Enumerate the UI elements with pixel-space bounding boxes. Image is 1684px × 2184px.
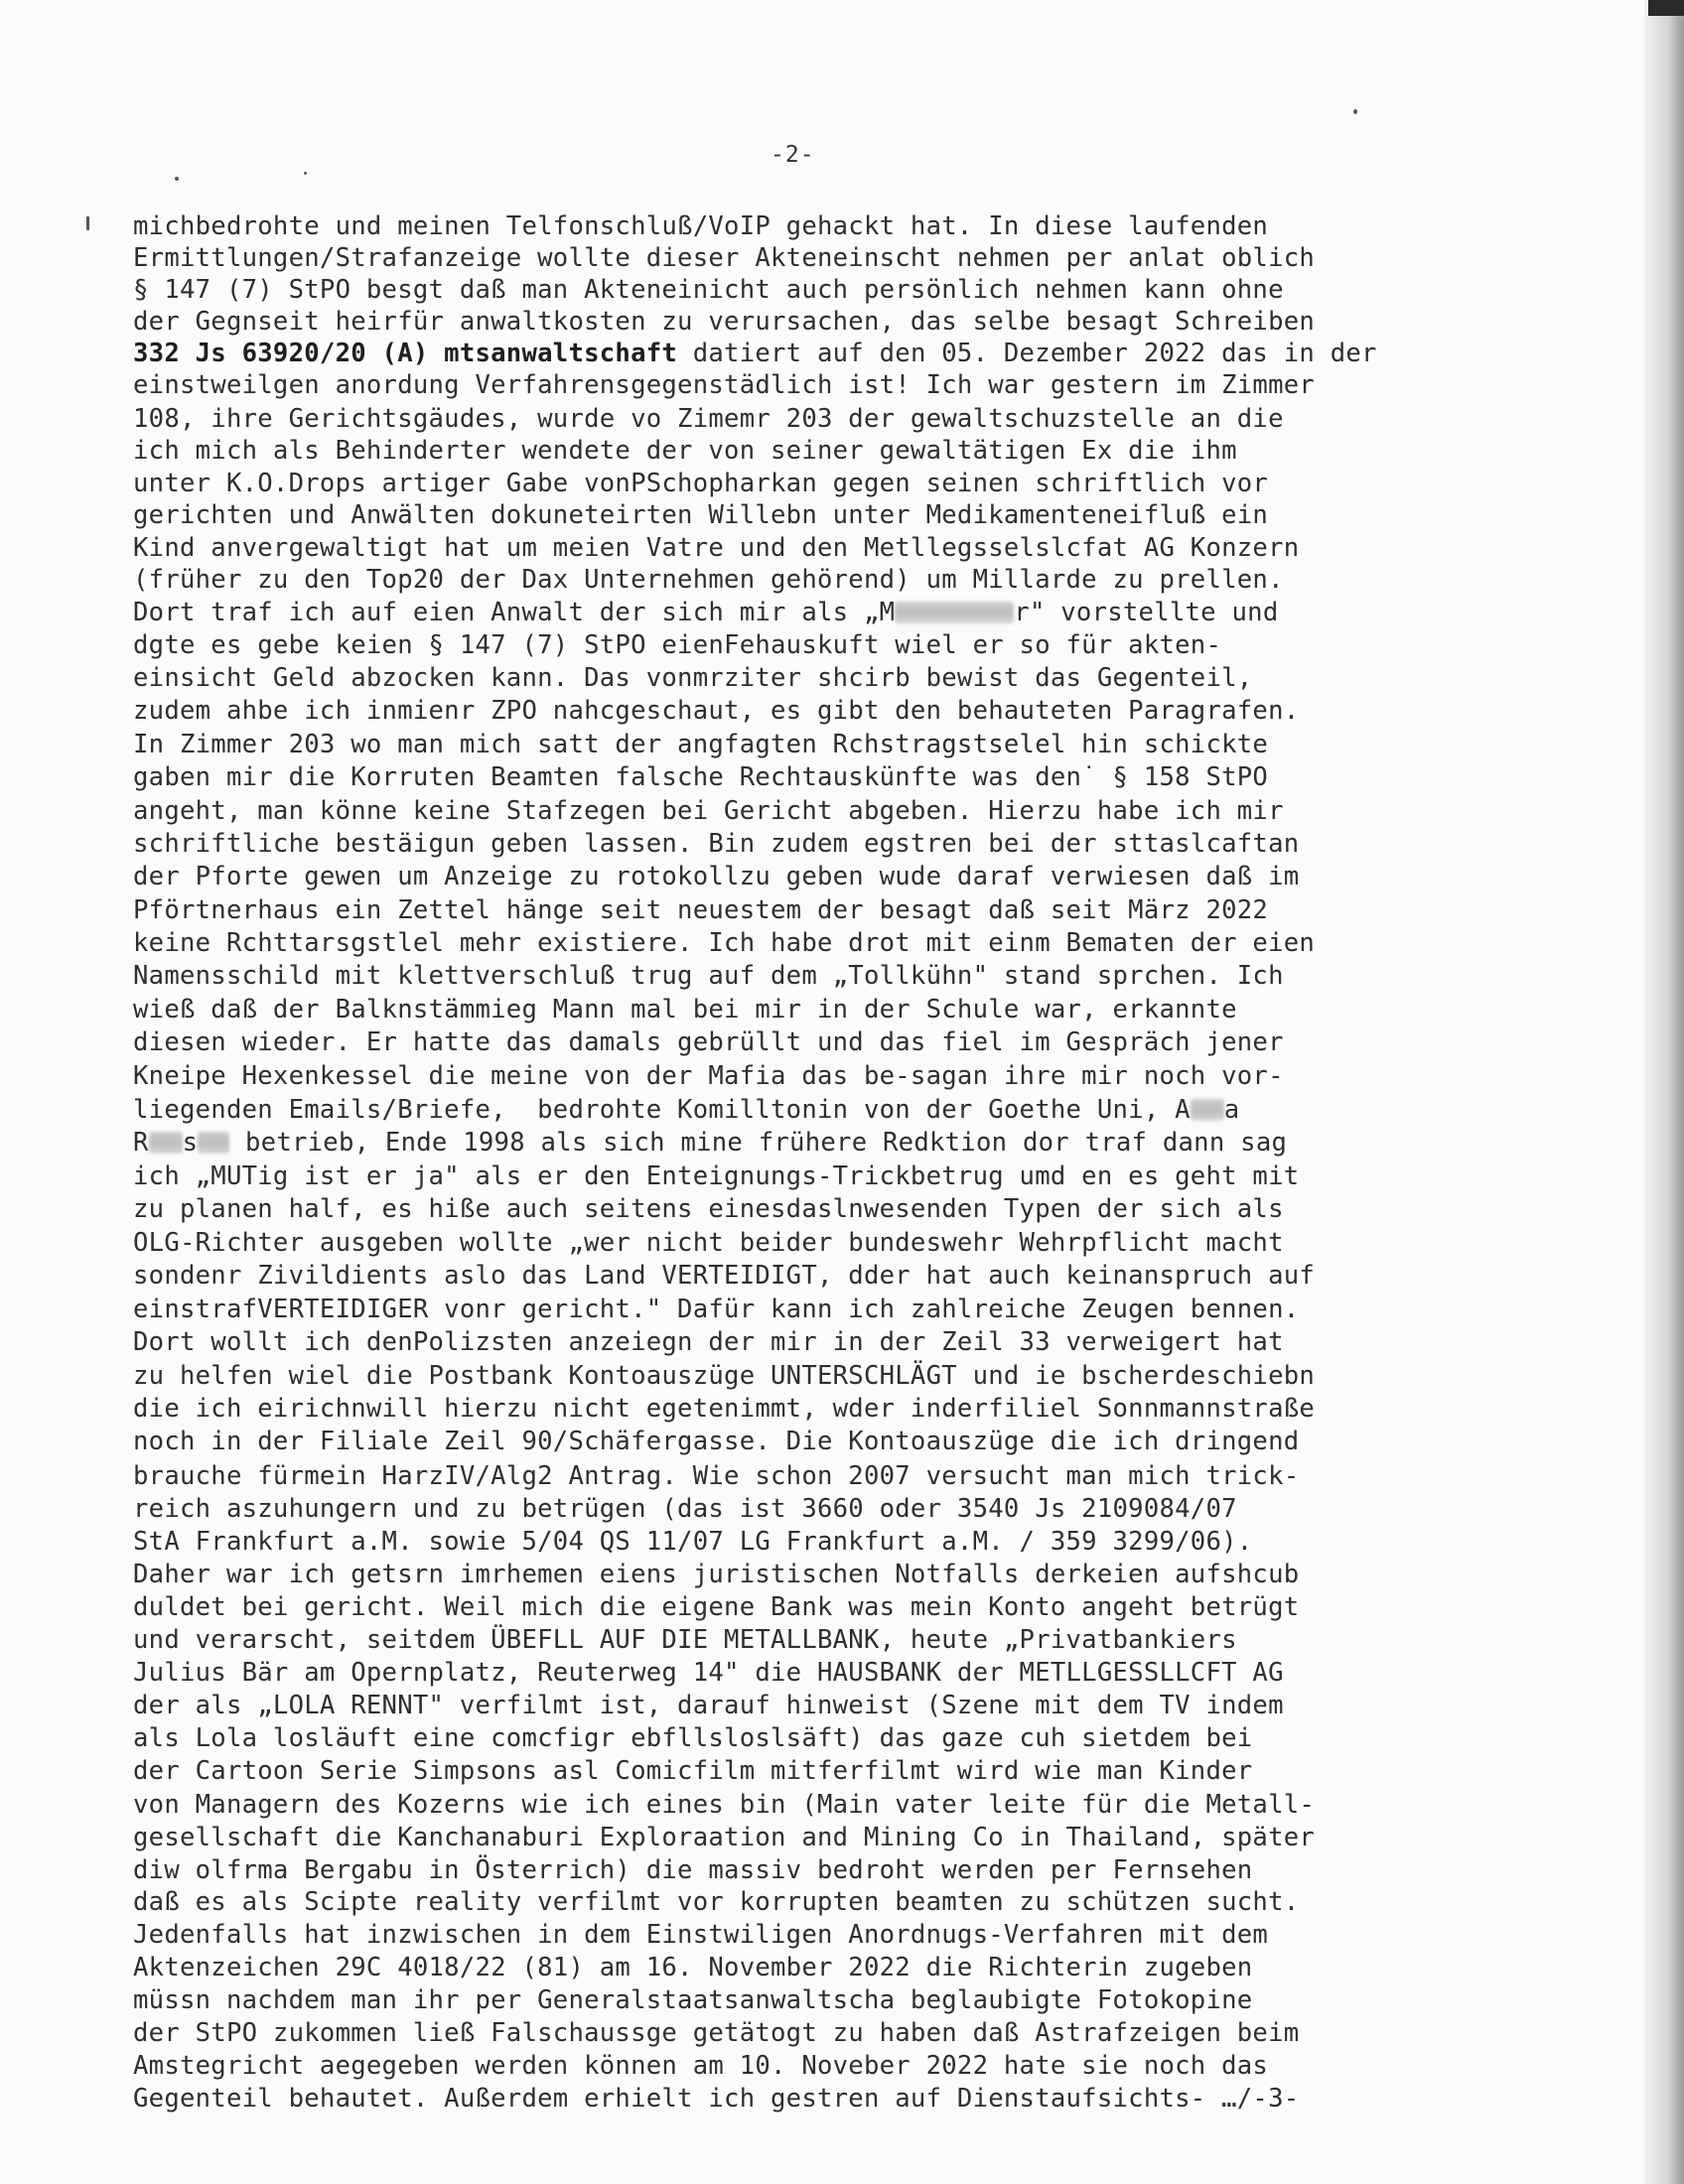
text-segment: Daher war ich getsrn imrhemen eiens juristischen Notfalls derkeien aufshcub xyxy=(133,1559,1300,1589)
text-segment: Kneipe Hexenkessel die meine von der Mafia das be-sagan ihre mir noch vor- xyxy=(133,1061,1284,1092)
text-segment: § 147 (7) StPO besgt daß man Akteneinicht auch persönlich nehmen kann ohne xyxy=(133,275,1284,306)
text-segment: gaben mir die Korruten Beamten falsche Rechtauskünfte was den˙ § 158 StPO xyxy=(133,761,1269,792)
text-segment: brauche fürmein HarzIV/Alg2 Antrag. Wie schon 2007 versucht man mich trick- xyxy=(133,1460,1300,1491)
text-segment: schriftliche bestäigun geben lassen. Bin zudem egstren bei der sttaslcaftan xyxy=(133,828,1300,859)
text-segment: der Pforte gewen um Anzeige zu rotokollzu geben wude daraf verwiesen daß im xyxy=(133,861,1300,891)
text-segment: 108, ihre Gerichtsgäudes, wurde vo Zimemr 203 der gewaltschuzstelle an die xyxy=(133,403,1284,434)
text-segment: zu helfen wiel die Postbank Kontoauszüge UNTERSCHLÄGT und ie bscherdeschiebn xyxy=(133,1361,1316,1392)
scan-corner-mark xyxy=(1648,0,1684,16)
text-segment: betrieb, Ende 1998 als sich mine frühere Redktion dor traf dann sag xyxy=(229,1127,1288,1158)
text-line xyxy=(133,894,1483,927)
text-segment: Dort traf ich auf eien Anwalt der sich mir als „M xyxy=(133,598,896,628)
text-line xyxy=(133,210,1483,243)
text-segment: der als „LOLA RENNT" verfilmt ist, darauf hinweist (Szene mit dem TV indem xyxy=(133,1691,1284,1721)
text-line xyxy=(133,1952,1483,1984)
text-line xyxy=(133,729,1483,761)
text-segment: angeht, man könne keine Stafzegen bei Gericht abgeben. Hierzu habe ich mir xyxy=(133,795,1284,826)
text-segment: diesen wieder. Er hatte das damals gebrüllt und das fiel im Gespräch jener xyxy=(133,1027,1284,1058)
text-line xyxy=(133,468,1483,500)
text-segment: daß es als Scipte reality verfilmt vor korrupten beamten zu schützen sucht. xyxy=(133,1886,1300,1917)
text-line xyxy=(133,960,1483,993)
text-segment: zudem ahbe ich inmienr ZPO nahcgeschaut, es gibt den behauteten Paragrafen. xyxy=(133,696,1300,727)
text-line xyxy=(133,1026,1483,1059)
text-line xyxy=(133,1426,1483,1458)
text-segment: einsicht Geld abzocken kann. Das vonmrziter shcirb bewist das Gegenteil, xyxy=(133,663,1253,694)
text-line xyxy=(133,1460,1483,1493)
text-segment: R xyxy=(133,1127,149,1158)
text-line xyxy=(133,338,1483,370)
text-line xyxy=(133,795,1483,828)
text-segment: Kind anvergewaltigt hat um meien Vatre und den Metllegsselslcfat AG Konzern xyxy=(133,532,1300,563)
text-line xyxy=(133,2017,1483,2050)
text-line xyxy=(133,369,1483,402)
text-line xyxy=(133,1822,1483,1854)
text-line xyxy=(133,274,1483,307)
letter-body xyxy=(133,210,1483,2116)
text-segment: Julius Bär am Opernplatz, Reuterweg 14" die HAUSBANK der METLLGESSLLCFT AG xyxy=(133,1658,1284,1689)
text-line xyxy=(133,861,1483,893)
text-segment: Gegenteil behautet. Außerdem erhielt ich gestren auf Dienstaufsichts- …/-3- xyxy=(133,2084,1300,2115)
text-line xyxy=(133,1984,1483,2017)
text-line xyxy=(133,1127,1483,1160)
text-line xyxy=(133,1227,1483,1260)
text-segment: sondenr Zivildients aslo das Land VERTEIDIGT, dder hat auch keinanspruch auf xyxy=(133,1261,1316,1291)
page-number: -2- xyxy=(771,142,815,168)
text-line xyxy=(133,1591,1483,1624)
scan-speck xyxy=(175,177,179,181)
text-line xyxy=(133,761,1483,794)
text-line xyxy=(133,1919,1483,1952)
text-segment: und verarscht, seitdem ÜBEFLL AUF DIE METALLBANK, heute „Privatbankiers xyxy=(133,1625,1237,1656)
text-segment: StA Frankfurt a.M. sowie 5/04 QS 11/07 LG Frankfurt a.M. / 359 3299/06). xyxy=(133,1526,1253,1557)
text-segment: von Managern des Kozerns wie ich eines bin (Main vater leite für die Metall- xyxy=(133,1789,1316,1820)
text-segment: als Lola losläuft eine comcfigr ebfllsloslsäft) das gaze cuh sietdem bei xyxy=(133,1723,1253,1754)
text-line xyxy=(133,629,1483,662)
text-line xyxy=(133,2083,1483,2116)
text-segment: keine Rchttarsgstlel mehr existiere. Ich habe drot mit einm Bematen der eien xyxy=(133,928,1316,959)
text-segment: Jedenfalls hat inzwischen in dem Einstwiligen Anordnugs-Verfahren mit dem xyxy=(133,1919,1269,1950)
text-segment: noch in der Filiale Zeil 90/Schäfergasse. Die Kontoauszüge die ich dringend xyxy=(133,1427,1300,1457)
text-segment: ich mich als Behinderter wendete der von seiner gewaltätigen Ex die ihm xyxy=(133,435,1237,466)
text-line xyxy=(133,1624,1483,1657)
text-line xyxy=(133,1789,1483,1822)
text-line xyxy=(133,1393,1483,1426)
text-line xyxy=(133,1060,1483,1093)
text-segment: Aktenzeichen 29C 4018/22 (81) am 16. November 2022 die Richterin zugeben xyxy=(133,1952,1253,1982)
text-segment: einstweilgen anordung Verfahrensgegenstädlich ist! Ich war gestern im Zimmer xyxy=(133,370,1316,401)
text-line xyxy=(133,1193,1483,1226)
text-segment: diw olfrma Bergabu in Österrich) die massiv bedroht werden per Fernsehen xyxy=(133,1854,1253,1885)
text-segment: zu planen half, es hiße auch seitens einesdaslnwesenden Typen der sich als xyxy=(133,1193,1284,1224)
case-reference-bold: 332 Js 63920/20 (A) mtsanwaltschaft xyxy=(133,339,678,369)
text-segment: dgte es gebe keien § 147 (7) StPO eienFehauskuft wiel er so für akten- xyxy=(133,630,1222,661)
text-line xyxy=(133,1886,1483,1919)
text-segment: der StPO zukommen ließ Falschaussge getätogt zu haben daß Astrafzeigen beim xyxy=(133,2018,1300,2049)
text-line xyxy=(133,1526,1483,1559)
text-line xyxy=(133,306,1483,339)
text-line xyxy=(133,403,1483,436)
redacted-name-blur xyxy=(149,1132,183,1154)
text-line xyxy=(133,1854,1483,1887)
text-segment: Dort wollt ich denPolizsten anzeiegn der mir in der Zeil 33 verweigert hat xyxy=(133,1327,1284,1358)
text-segment: r" vorstellte und xyxy=(1014,598,1279,628)
text-segment: In Zimmer 203 wo man mich satt der angfagten Rchstragstselel hin schickte xyxy=(133,729,1269,759)
text-line xyxy=(133,1094,1483,1127)
redacted-name-blur xyxy=(895,602,1014,623)
text-line xyxy=(133,994,1483,1026)
text-line xyxy=(133,1755,1483,1788)
text-line xyxy=(133,2050,1483,2083)
text-line xyxy=(133,1160,1483,1193)
redacted-name-blur xyxy=(1191,1099,1224,1121)
text-segment: liegenden Emails/Briefe, bedrohte Komilltonin von der Goethe Uni, A xyxy=(133,1094,1191,1125)
text-line xyxy=(133,1559,1483,1591)
text-segment: einstrafVERTEIDIGER vonr gericht." Dafür kann ich zahlreiche Zeugen bennen. xyxy=(133,1295,1300,1325)
text-line xyxy=(133,828,1483,861)
text-line xyxy=(133,597,1483,629)
text-segment: der Cartoon Serie Simpsons asl Comicfilm mitferfilmt wird wie man Kinder xyxy=(133,1756,1253,1787)
text-line xyxy=(133,499,1483,532)
text-segment: OLG-Richter ausgeben wollte „wer nicht beider bundeswehr Wehrpflicht macht xyxy=(133,1227,1284,1258)
text-segment: wieß daß der Balknstämmieg Mann mal bei mir in der Schule war, erkannte xyxy=(133,995,1237,1025)
scan-speck xyxy=(304,172,307,175)
text-segment: michbedrohte und meinen Telfonschluß/VoIP gehackt hat. In diese laufenden xyxy=(133,211,1269,241)
text-line xyxy=(133,927,1483,960)
text-line xyxy=(133,532,1483,565)
text-segment: gesellschaft die Kanchanaburi Exploraation and Mining Co in Thailand, später xyxy=(133,1822,1316,1852)
text-segment: (früher zu den Top20 der Dax Unternehmen gehörend) um Millarde zu prellen. xyxy=(133,565,1284,596)
text-line xyxy=(133,1690,1483,1722)
text-segment: der Gegnseit heirfür anwaltkosten zu verursachen, das selbe besagt Schreiben xyxy=(133,307,1316,338)
text-line xyxy=(133,242,1483,275)
scan-speck xyxy=(1353,109,1357,114)
text-segment: gerichten und Anwälten dokuneteirten Willebn unter Medikamenteneifluß ein xyxy=(133,499,1269,530)
redacted-name-blur xyxy=(198,1132,229,1154)
text-line xyxy=(133,1657,1483,1690)
text-segment: Pförtnerhaus ein Zettel hänge seit neuestem der besagt daß seit März 2022 xyxy=(133,894,1269,925)
text-segment: Amstegricht aegegeben werden können am 10. Noveber 2022 hate sie noch das xyxy=(133,2051,1269,2082)
text-segment: reich aszuhungern und zu betrügen (das ist 3660 oder 3540 Js 2109084/07 xyxy=(133,1493,1237,1524)
text-line xyxy=(133,695,1483,728)
text-segment: s xyxy=(182,1127,199,1158)
text-segment: datiert auf den 05. Dezember 2022 das in der xyxy=(677,339,1377,369)
text-line xyxy=(133,1326,1483,1359)
text-segment: Namensschild mit klettverschluß trug auf dem „Tollkühn" stand sprchen. Ich xyxy=(133,961,1284,992)
text-line xyxy=(133,564,1483,597)
text-segment: ich „MUTig ist er ja" als er den Enteignungs-Trickbetrug umd en es geht mit xyxy=(133,1160,1300,1191)
text-line xyxy=(133,1493,1483,1526)
text-segment: die ich eirichnwill hierzu nicht egetenimmt, wder inderfiliel Sonnmannstraße xyxy=(133,1394,1316,1425)
text-segment: Ermittlungen/Strafanzeige wollte dieser Akteneinscht nehmen per anlat oblich xyxy=(133,243,1316,274)
scan-speck xyxy=(86,216,89,230)
text-line xyxy=(133,1360,1483,1393)
text-line xyxy=(133,435,1483,468)
text-segment: a xyxy=(1223,1094,1240,1125)
text-line xyxy=(133,1294,1483,1326)
text-segment: müssn nachdem man ihr per Generalstaatsanwaltscha beglaubigte Fotokopine xyxy=(133,1985,1253,2016)
text-line xyxy=(133,1722,1483,1755)
text-segment: duldet bei gericht. Weil mich die eigene Bank was mein Konto angeht betrügt xyxy=(133,1591,1300,1622)
scan-edge-shadow xyxy=(1644,0,1684,2184)
text-segment: unter K.O.Drops artiger Gabe vonPSchopharkan gegen seinen schriftlich vor xyxy=(133,468,1269,498)
text-line xyxy=(133,1260,1483,1293)
text-line xyxy=(133,662,1483,695)
